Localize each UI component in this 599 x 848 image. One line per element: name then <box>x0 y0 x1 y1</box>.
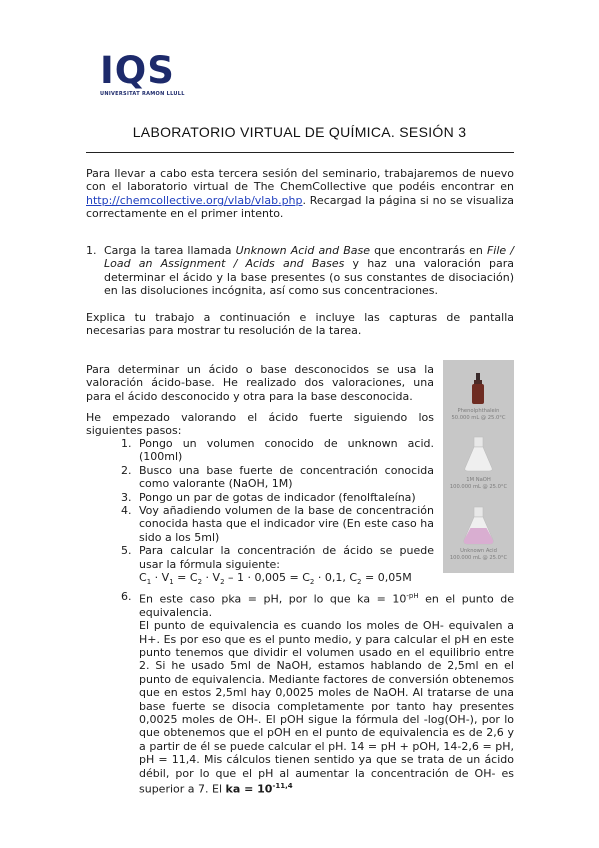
step-item <box>121 590 514 796</box>
task-text <box>104 244 514 298</box>
intro-paragraph <box>86 167 514 221</box>
logo-subtitle: UNIVERSITAT RAMON LLULL <box>100 91 185 97</box>
formula-equals: = <box>173 571 190 585</box>
step-item <box>121 491 434 504</box>
step6-body: El punto de equivalencia es cuando los moles de OH- equivalen a H+. Es por eso que es el punto medio, y para calcular el pH en este punto tenemos que dividir el volumen usado en el equilibrio entre 2. Si he usado 5ml de NaOH, estamos hablando de 2,5ml en el punto de equivalencia. Mediante factores de conversión obtenemos que en estos 2,5ml hay 0,0025 moles de NaOH. Al tratarse de una base fuerte se disocia completamente por tanto hay presentes 0,0025 moles de OH-. El pOH sigue la fórmula del -log(OH-), por lo que obtenemos que el pOH en el punto de equivalencia es de 2,6 y a partir de él se puede calcular el pH. 14 = pH + pOH, 14-2,6 = pH, pH = 11,4. Mis cálculos tienen sentido ya que se trata de un ácido débil, por lo que el pH al aumentar la concentración de OH- es superior a 7. El <box>139 619 514 796</box>
task-text-1: Carga la tarea llamada <box>104 244 236 257</box>
sim-label <box>443 408 514 421</box>
formula-sub: 2 <box>357 578 362 587</box>
step-text: en el punto de equivalencia. <box>139 592 514 619</box>
sim-item-detail: 100.000 mL @ 25.0°C <box>449 483 508 490</box>
flask-icon <box>465 437 492 471</box>
formula-v: V <box>161 571 170 585</box>
step-number: 3. <box>121 490 132 504</box>
step-text: Para calcular la concentración de ácido se puede usar la fórmula siguiente: <box>139 544 434 571</box>
vlab-link[interactable]: http://chemcollective.org/vlab/vlab.php <box>86 193 303 207</box>
task-text-3: que encontrarás en <box>370 244 487 257</box>
formula-sub: 2 <box>220 578 225 587</box>
molarity-formula <box>139 571 434 590</box>
iqs-logo <box>100 49 185 98</box>
sim-item-name: Phenolphthalein <box>457 408 500 414</box>
step-text: Pongo un volumen conocido de unknown acid. (100ml) <box>139 437 434 464</box>
formula-sub: 1 <box>169 578 174 587</box>
formula-dot: · <box>202 571 213 585</box>
formula-c: C <box>189 571 198 585</box>
intro-text: Para llevar a cabo esta tercera sesión del seminario, trabajaremos de nuevo con el laboratorio virtual de The ChemCollective que podéis encontrar en <box>86 167 514 194</box>
vlab-screenshot <box>443 360 514 573</box>
sim-item-name: 1M NaOH <box>466 477 491 483</box>
sim-item-detail: 100.000 mL @ 25.0°C <box>449 554 508 561</box>
formula-result: = 0,05M <box>361 571 412 585</box>
formula-c: C <box>302 571 310 585</box>
step-number: 2. <box>121 463 132 477</box>
formula-part: · 0,1, <box>314 571 350 585</box>
formula-sub: 2 <box>309 578 315 587</box>
formula-dot: · <box>151 571 162 585</box>
step-text: Pongo un par de gotas de indicador (fenolftaleína) <box>139 490 416 504</box>
flask-icon <box>464 507 493 544</box>
formula-part: – 1 · 0,005 = <box>224 571 303 585</box>
intro-text-end: . Recargad la página si no se visualiza correctamente en el primer intento. <box>86 193 514 221</box>
task-menu-path: File / Load an Assignment / Acids and Bases <box>104 244 514 271</box>
ka-exponent: -pH <box>406 591 419 600</box>
answer-paragraph-1: Para determinar un ácido o base desconocidos se usa la valoración ácido-base. He realizado dos valoraciones, una para el ácido desconocido y otra para la base desconocida. <box>86 363 434 403</box>
step-text: En este caso pka = pH, por lo que ka = 10 <box>139 592 407 606</box>
ka-result: ka = 10 <box>225 782 273 796</box>
step-number: 4. <box>121 504 132 518</box>
formula-sub: 2 <box>197 578 203 587</box>
task-number: 1. <box>86 244 97 257</box>
dropper-bottle-icon <box>472 373 484 404</box>
sim-item-name: Unknown Acid <box>460 548 497 554</box>
step-number: 5. <box>121 544 132 558</box>
task-text-5: y haz una valoración para determinar el ácido y la base presentes (o sus constantes de disociación) en las disoluciones incógnita, así como sus concentraciones. <box>104 257 514 298</box>
answer-paragraph-2: He empezado valorando el ácido fuerte siguiendo los siguientes pasos: <box>86 411 434 438</box>
sim-label <box>443 477 514 490</box>
step-item <box>121 437 434 464</box>
sim-item-detail: 50.000 mL @ 25.0°C <box>451 414 506 421</box>
sim-label <box>443 548 514 561</box>
step-item <box>121 504 434 544</box>
formula-c: C <box>349 571 358 585</box>
formula-c: C <box>139 571 147 585</box>
task-assignment-name: Unknown Acid and Base <box>235 244 371 257</box>
step-text: Busco una base fuerte de concentración conocida como valorante (NaOH, 1M) <box>139 463 434 491</box>
task-list-item <box>86 244 514 298</box>
formula-sub: 1 <box>146 578 152 587</box>
step-item <box>121 464 434 491</box>
step-item <box>121 544 434 589</box>
step-text: Voy añadiendo volumen de la base de concentración conocida hasta que el indicador vire (En este caso ha sido a los 5ml) <box>139 504 434 544</box>
vlab-glassware <box>443 360 514 573</box>
instructions-paragraph: Explica tu trabajo a continuación e incluye las capturas de pantalla necesarias para mostrar tu resolución de la tarea. <box>86 311 514 338</box>
page-title: LABORATORIO VIRTUAL DE QUÍMICA. SESIÓN 3 <box>132 124 467 140</box>
step-number: 6. <box>121 589 132 603</box>
step-number: 1. <box>121 437 132 450</box>
title-rule <box>86 152 514 153</box>
formula-v: V <box>212 571 221 585</box>
step6-explanation <box>139 619 514 796</box>
logo-text: IQS <box>100 49 175 92</box>
ka-result-exponent: -11,4 <box>272 782 293 790</box>
